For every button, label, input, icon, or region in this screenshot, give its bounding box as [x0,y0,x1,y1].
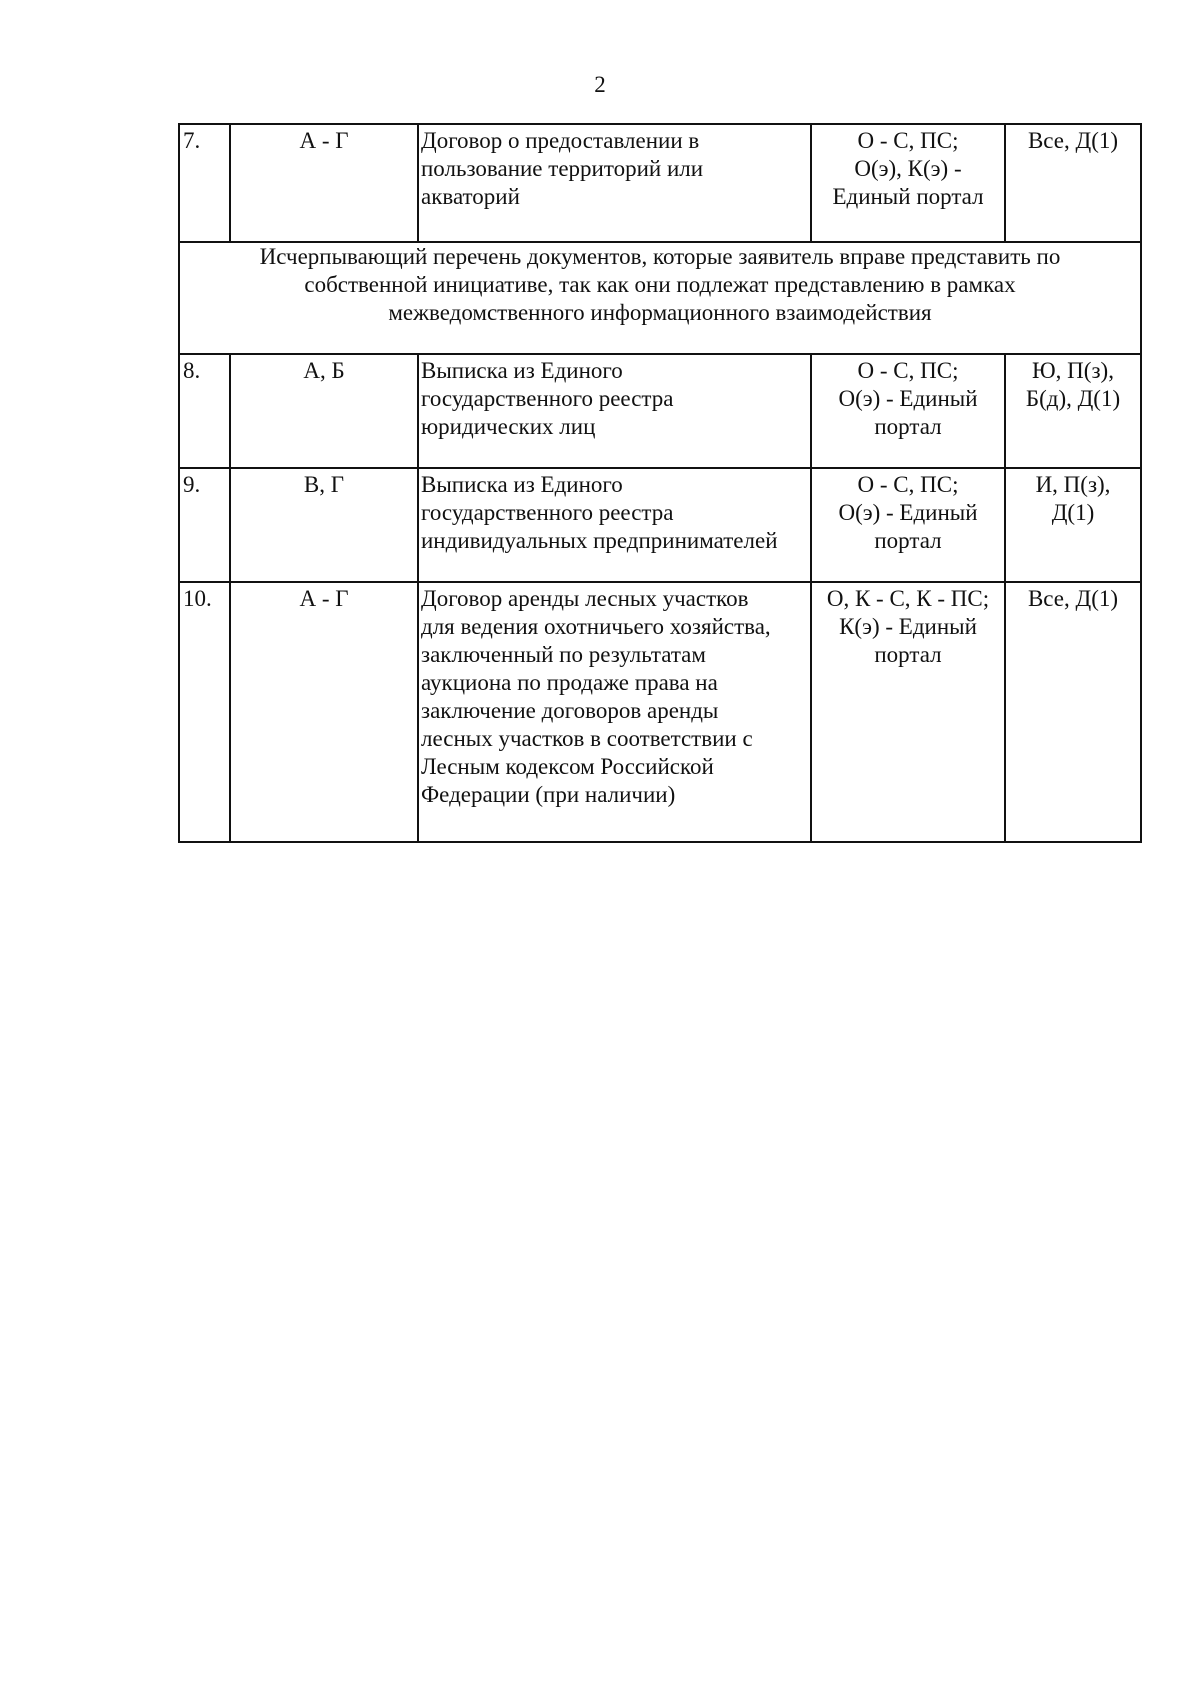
applicant-types: И, П(з), Д(1) [1005,468,1141,582]
submission-method: О - С, ПС; О(э) - Единый портал [811,468,1005,582]
applicant-categories: В, Г [230,468,418,582]
document-name: Договор аренды лесных участков для ведения охотничьего хозяйства, заключенный по результатам аукциона по продаже права на заключение договоров аренды лесных участков в соответствии с Лесным кодексом Российской Федерации (при наличии) [418,582,811,842]
submission-method: О, К - С, К - ПС; К(э) - Единый портал [811,582,1005,842]
applicant-types: Ю, П(з), Б(д), Д(1) [1005,354,1141,468]
table-row [179,582,1141,842]
table-row [179,468,1141,582]
document-name: Выписка из Единого государственного реестра индивидуальных предпринимателей [418,468,811,582]
table-row [179,354,1141,468]
section-heading: Исчерпывающий перечень документов, которые заявитель вправе представить по собственной инициативе, так как они подлежат представлению в рамках межведомственного информационного взаимодействия [179,242,1141,354]
applicant-categories: А - Г [230,124,418,242]
page-number: 2 [594,72,606,97]
document-name: Выписка из Единого государственного реестра юридических лиц [418,354,811,468]
row-number: 9. [179,468,230,582]
table-row [179,124,1141,242]
row-number: 10. [179,582,230,842]
row-number: 7. [179,124,230,242]
documents-table [178,123,1142,843]
document-name: Договор о предоставлении в пользование территорий или акваторий [418,124,811,242]
section-heading-row [179,242,1141,354]
row-number: 8. [179,354,230,468]
applicant-types: Все, Д(1) [1005,582,1141,842]
applicant-types: Все, Д(1) [1005,124,1141,242]
submission-method: О - С, ПС; О(э), К(э) - Единый портал [811,124,1005,242]
applicant-categories: А, Б [230,354,418,468]
submission-method: О - С, ПС; О(э) - Единый портал [811,354,1005,468]
applicant-categories: А - Г [230,582,418,842]
